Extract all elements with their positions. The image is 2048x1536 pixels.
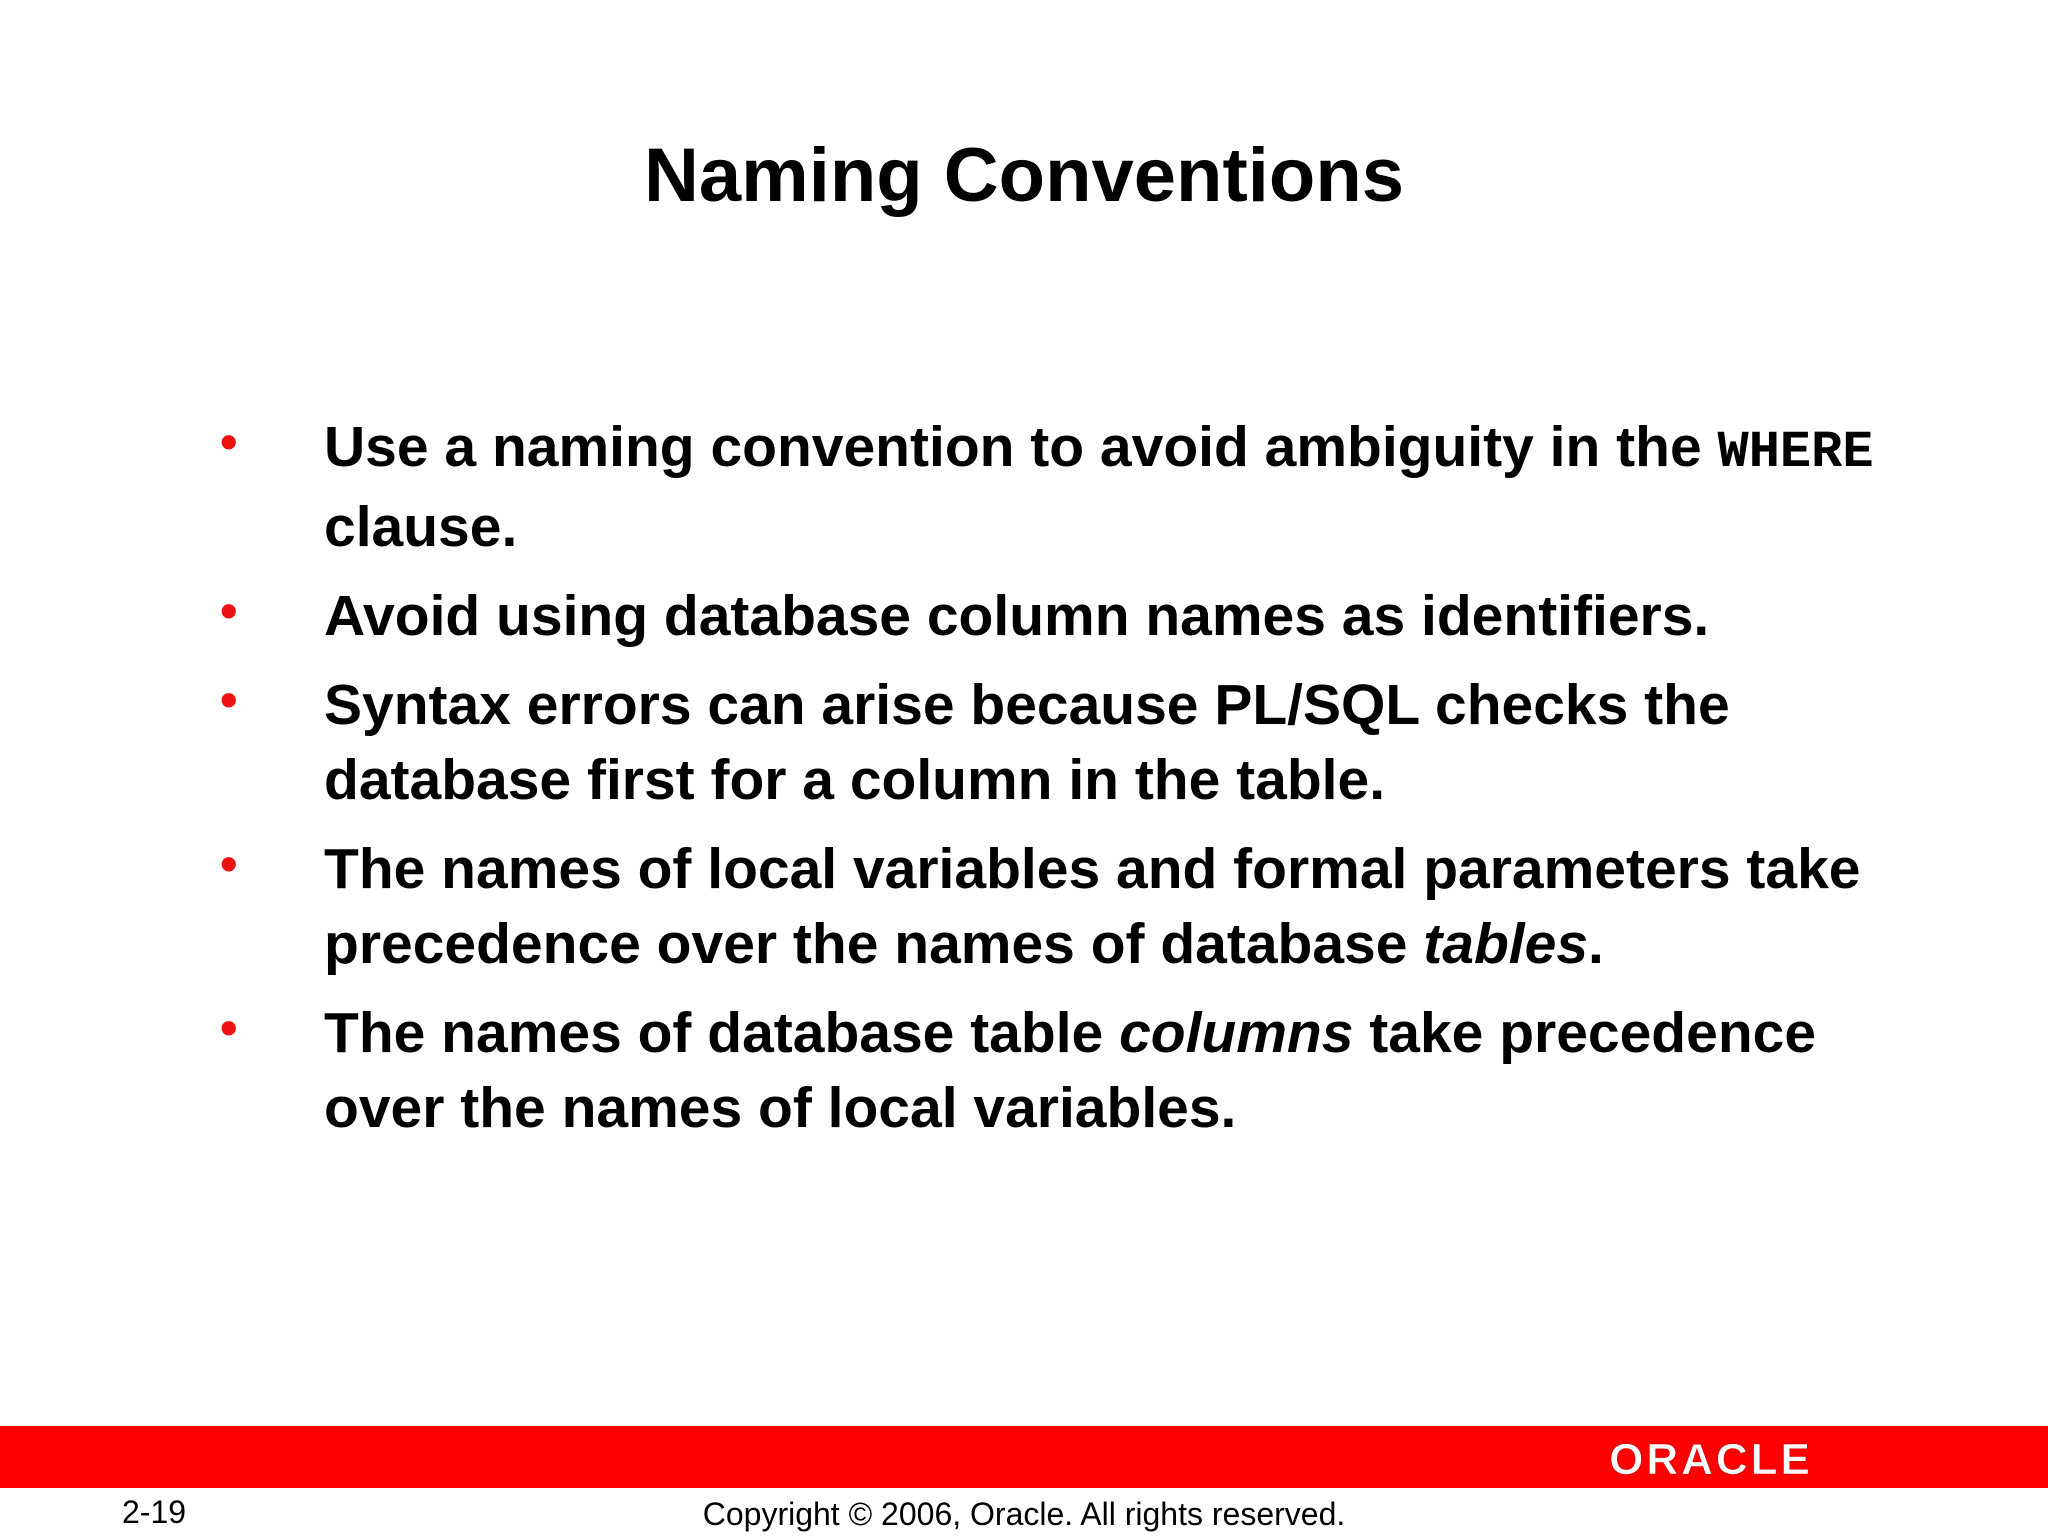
slide-title: Naming Conventions — [643, 133, 1405, 218]
bullet-dot-icon: • — [220, 583, 238, 639]
bullet-text: Avoid using database column names as identifiers. — [324, 584, 1710, 648]
bullet-dot-icon: • — [220, 1000, 238, 1056]
copyright-notice: Copyright © 2006, Oracle. All rights reserved. — [702, 1496, 1346, 1532]
footer-bar — [0, 1426, 2048, 1488]
bullet-item — [220, 668, 1940, 818]
emphasis-text: columns — [1119, 1001, 1354, 1065]
bullet-item — [220, 410, 1940, 565]
bullet-text: The names of database table columns take precedence over the names of local variables. — [324, 1001, 1817, 1140]
bullet-list — [220, 410, 1940, 1160]
bullet-dot-icon: • — [220, 672, 238, 728]
bullet-text: Use a naming convention to avoid ambiguity in the WHERE clause. — [324, 415, 1874, 559]
bullet-item — [220, 996, 1940, 1146]
emphasis-text: tables — [1423, 912, 1589, 976]
bullet-text: The names of local variables and formal parameters take precedence over the names of database tables. — [324, 837, 1861, 976]
code-keyword: WHERE — [1717, 423, 1874, 482]
oracle-logo-text: ORACLE — [1609, 1435, 1813, 1484]
bullet-text: Syntax errors can arise because PL/SQL checks the database first for a column in the table. — [324, 673, 1730, 812]
oracle-logo-icon — [1586, 1430, 1836, 1484]
bullet-item — [220, 579, 1940, 654]
bullet-item — [220, 832, 1940, 982]
bullet-dot-icon: • — [220, 836, 238, 892]
bullet-dot-icon: • — [220, 414, 238, 470]
slide-number: 2-19 — [122, 1494, 187, 1530]
